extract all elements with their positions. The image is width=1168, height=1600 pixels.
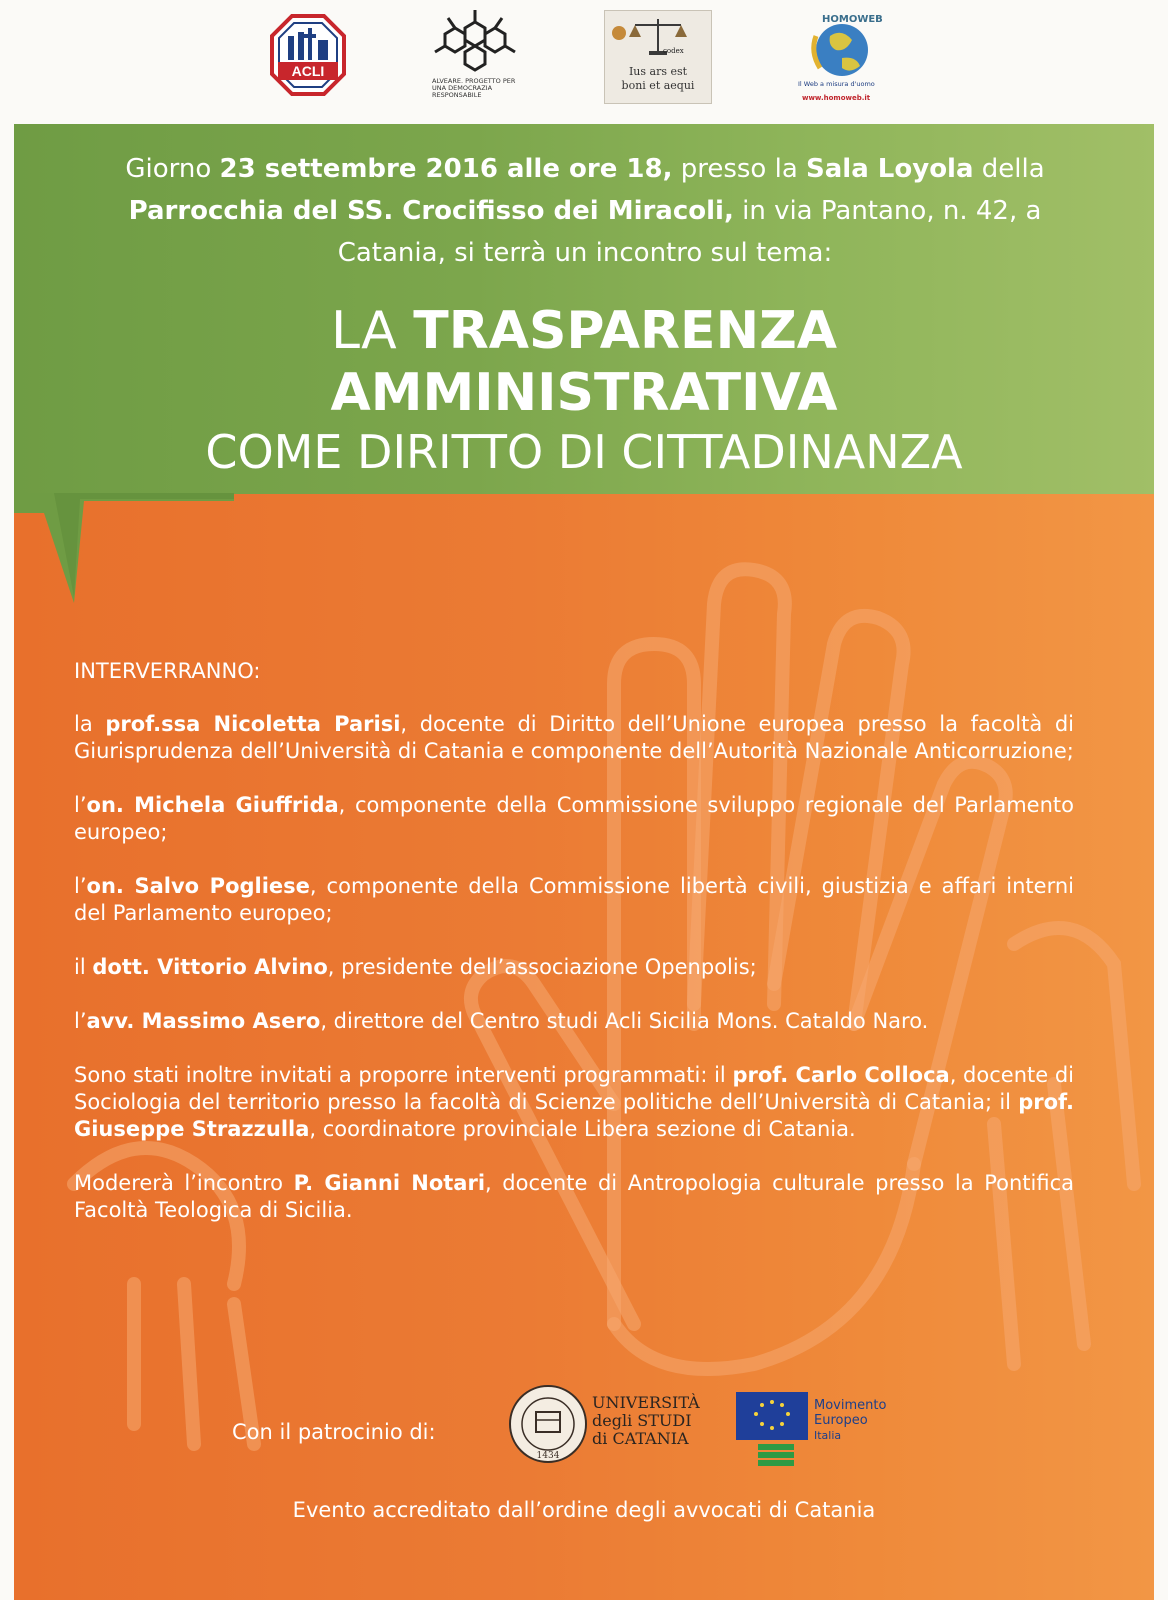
acli-logo bbox=[270, 14, 346, 96]
speaker-item: il dott. Vittorio Alvino, presidente dell’associazione Openpolis; bbox=[74, 955, 757, 979]
event-details: Giorno 23 settembre 2016 alle ore 18, presso la Sala Loyola della Parrocchia del SS. Crocifisso dei Miracoli, in via Pantano, n. 42, a Catania, si terrà un incontro sul tema: bbox=[125, 154, 1045, 268]
university-catania-logo bbox=[506, 1380, 706, 1470]
university-name: UNIVERSITÀ degli STUDI di CATANIA bbox=[592, 1393, 700, 1448]
sponsor-logos bbox=[0, 0, 1168, 120]
codex-logo bbox=[604, 10, 712, 104]
homoweb-tagline: Il Web a misura d'uomo bbox=[798, 80, 875, 88]
patronage-label: Con il patrocinio di: bbox=[232, 1420, 436, 1444]
alveare-logo bbox=[430, 8, 520, 108]
homoweb-url: www.homoweb.it bbox=[802, 94, 871, 102]
event-parish: Parrocchia del SS. Crocifisso dei Miracoli, bbox=[128, 196, 734, 226]
speakers-section bbox=[74, 658, 1074, 1251]
event-date: 23 settembre 2016 alle ore 18, bbox=[219, 154, 673, 184]
event-poster bbox=[14, 124, 1154, 1600]
speaker-item: l’avv. Massimo Asero, direttore del Centro studi Acli Sicilia Mons. Cataldo Naro. bbox=[74, 1009, 929, 1033]
svg-text:ACLI: ACLI bbox=[291, 63, 325, 79]
alveare-caption: ALVEARE. PROGETTO PER UNA DEMOCRAZIA RESPONSABILE bbox=[432, 77, 516, 99]
svg-text:1434: 1434 bbox=[536, 1451, 560, 1461]
event-title: LA TRASPARENZA AMMINISTRATIVA COME DIRITTO DI CITTADINANZA bbox=[205, 301, 963, 479]
movimento-europeo-name: Movimento Europeo Italia bbox=[814, 1398, 887, 1442]
codex-motto: Ius ars est boni et aequi bbox=[621, 65, 695, 92]
banner-speech-tail bbox=[14, 493, 234, 603]
homoweb-name: HOMOWEB bbox=[822, 14, 883, 25]
homoweb-logo bbox=[790, 6, 890, 106]
moderator: Modererà l’incontro P. Gianni Notari, docente di Antropologia culturale presso la Pontifica Facoltà Teologica di Sicilia. bbox=[74, 1171, 1074, 1222]
codex-brand: codex bbox=[663, 47, 684, 55]
movimento-europeo-logo bbox=[732, 1388, 912, 1468]
speakers-heading: INTERVERRANNO: bbox=[74, 659, 261, 683]
invited-speakers: Sono stati inoltre invitati a proporre interventi programmati: il prof. Carlo Colloca, docente di Sociologia del territorio presso la facoltà di Scienze politiche dell’Università di Catania; il prof. Giuseppe Strazzulla, coordinatore provinciale Libera sezione di Catania. bbox=[74, 1063, 1075, 1141]
speaker-item: l’on. Michela Giuffrida, componente della Commissione sviluppo regionale del Parlamento europeo; bbox=[74, 793, 1074, 844]
accreditation-note: Evento accreditato dall’ordine degli avvocati di Catania bbox=[292, 1498, 876, 1522]
speaker-item: l’on. Salvo Pogliese, componente della Commissione libertà civili, giustizia e affari interni del Parlamento europeo; bbox=[74, 874, 1074, 925]
event-venue: Sala Loyola bbox=[806, 154, 974, 184]
speaker-item: la prof.ssa Nicoletta Parisi, docente di Diritto dell’Unione europea presso la facoltà di Giurisprudenza dell’Università di Catania e componente dell’Autorità Nazionale Anticorruzione; bbox=[74, 712, 1074, 763]
